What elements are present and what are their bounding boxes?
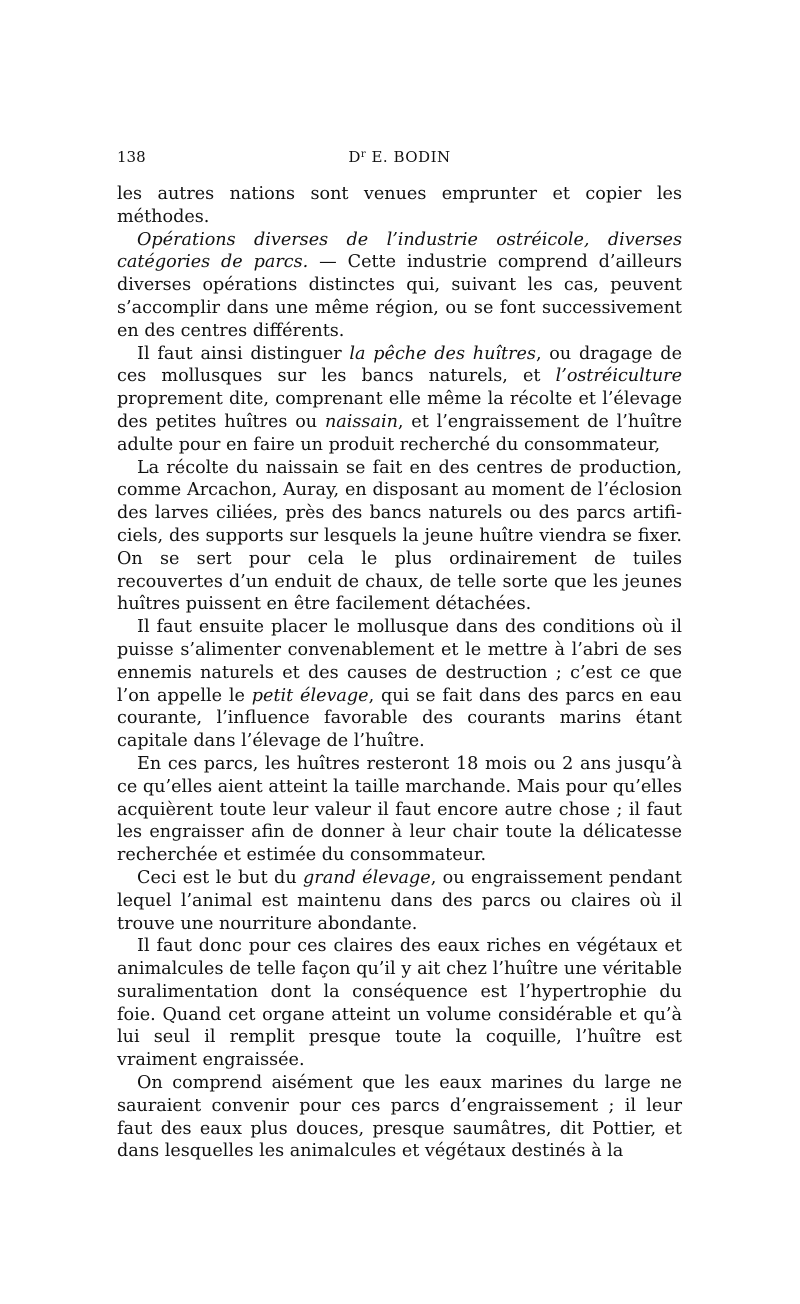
- running-header: [117, 148, 682, 170]
- paragraph: [117, 753, 682, 867]
- text-run: , et l’engraissement de l’huître adulte pour en faire un produit recherché du consommateur,: [117, 411, 682, 455]
- text-run: , qui se fait dans des parcs en eau courante, l’influence favorable des courants marins étant capitale dans l’élevage de l’huître.: [117, 685, 682, 752]
- italic-term: naissain: [324, 411, 398, 432]
- text-run: En ces parcs, les huîtres resteront 18 mois ou 2 ans jusqu’à ce qu’elles aient atteint la taille marchande. Mais pour qu’elles acquièrent toute leur valeur il faut encore autre chose ; il faut les engraisser afin de donner à leur chair toute la délicatesse recherchée et estimée du consommateur.: [117, 753, 682, 866]
- italic-term: petit élevage: [251, 685, 369, 706]
- running-head-author: [117, 148, 682, 166]
- paragraph: [117, 935, 682, 1072]
- page-body-text: [117, 183, 682, 1163]
- paragraph: [117, 867, 682, 935]
- text-run: Il faut ainsi distinguer: [137, 343, 350, 364]
- paragraph: [117, 183, 682, 229]
- paragraph: [117, 616, 682, 753]
- author-title: D: [348, 148, 361, 166]
- text-run: Ceci est le but du: [137, 867, 304, 888]
- paragraph: [117, 343, 682, 457]
- italic-term: grand élevage: [303, 867, 431, 888]
- paragraph: [117, 229, 682, 343]
- italic-term: Opérations diverses de l’industrie ostréicole, diverses catégories de parcs.: [117, 229, 682, 273]
- text-run: — Cette industrie comprend d’ailleurs diverses opérations distinctes qui, suivant les cas, peuvent s’accomplir dans une même région, ou se font successivement en des centres différents.: [117, 252, 683, 341]
- page-number: 138: [117, 148, 146, 166]
- text-run: On comprend aisément que les eaux marines du large ne sauraient convenir pour ces parcs d’engraissement ; il leur faut des eaux plus douces, presque saumâtres, dit Pottier, et dans lesquelles les animalcules et végétaux destinés à la: [117, 1073, 682, 1162]
- text-run: proprement dite, comprenant elle même la récolte et l’élevage des petites huîtres ou: [117, 389, 682, 432]
- author-title-superscript: r: [360, 149, 367, 160]
- text-run: les autres nations sont venues emprunter et copier les méthodes.: [117, 184, 682, 227]
- text-run: La récolte du naissain se fait en des centres de production, comme Arcachon, Auray, en disposant au moment de l’éclosion des larves ciliées, près des bancs naturels ou des parcs artificiels, des supports sur lesquels la jeune huître viendra se fixer. On se sert pour cela le plus ordinairement de tuiles recouvertes d’un enduit de chaux, de telle sorte que les jeunes huîtres puissent en être facilement détachées.: [117, 457, 682, 615]
- text-run: , ou dragage de ces mollusques sur les bancs naturels, et: [117, 343, 682, 387]
- text-run: Il faut donc pour ces claires des eaux riches en végétaux et animalcules de telle façon qu’il y ait chez l’huître une véritable suralimentation dont la conséquence est l’hypertrophie du foie. Quand cet organe atteint un volume considérable et qu’à lui seul il remplit presque toute la coquille, l’huître est vraiment engraissée.: [117, 936, 682, 1071]
- paragraph: [117, 457, 682, 617]
- text-run: , ou engraissement pendant lequel l’animal est maintenu dans des parcs ou claires où il trouve une nourriture abondante.: [117, 867, 683, 934]
- italic-term: la pêche des huîtres: [349, 343, 536, 364]
- author-name: E. BODIN: [366, 148, 451, 166]
- italic-term: l’ostréiculture: [555, 366, 682, 387]
- paragraph: [117, 1072, 682, 1163]
- text-run: Il faut ensuite placer le mollusque dans des conditions où il puisse s’alimenter convenablement et le mettre à l’abri de ses ennemis naturels et des causes de destruction ; c’est ce que l’on appelle le: [117, 617, 682, 706]
